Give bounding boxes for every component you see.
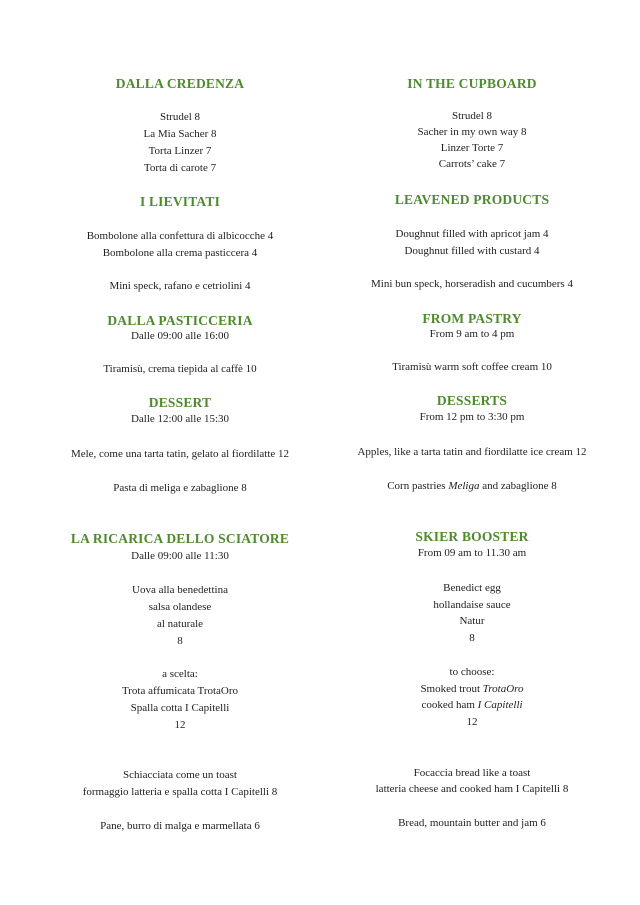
section-hours: Dalle 12:00 alle 15:30 bbox=[130, 413, 230, 425]
menu-item: Pasta di meliga e zabaglione 8 bbox=[113, 482, 247, 494]
section-title-dalla-pasticceria: DALLA PASTICCERIA bbox=[107, 313, 253, 328]
menu-item: Carrots’ cake 7 bbox=[438, 158, 506, 170]
section-hours: Dalle 09:00 alle 16:00 bbox=[130, 330, 230, 342]
menu-item: Torta Linzer 7 bbox=[148, 145, 212, 157]
menu-item: Mele, come una tarta tatin, gelato al fiordilatte 12 bbox=[70, 448, 290, 460]
menu-item: Smoked trout TrotaOro bbox=[420, 683, 524, 695]
menu-item: Benedict egg bbox=[443, 582, 501, 594]
section-title-dessert: DESSERT bbox=[148, 395, 212, 410]
item-price: 8 bbox=[469, 632, 475, 644]
section-title-from-pastry: FROM PASTRY bbox=[422, 311, 522, 326]
menu-item: Bread, mountain butter and jam 6 bbox=[398, 817, 546, 829]
menu-item: Bombolone alla confettura di albicocche 4 bbox=[86, 230, 274, 242]
menu-item: Torta di carote 7 bbox=[143, 162, 217, 174]
menu-item: Bombolone alla crema pasticcera 4 bbox=[102, 247, 258, 259]
section-hours: Dalle 09:00 alle 11:30 bbox=[131, 550, 229, 562]
section-hours: From 12 pm to 3:30 pm bbox=[419, 411, 525, 423]
menu-item: La Mia Sacher 8 bbox=[143, 128, 217, 140]
menu-item: Strudel 8 bbox=[451, 110, 493, 122]
section-title-i-lievitati: I LIEVITATI bbox=[139, 194, 221, 209]
menu-item: a scelta: bbox=[162, 668, 198, 680]
menu-item: Uova alla benedettina bbox=[132, 584, 228, 596]
section-title-skier-booster: SKIER BOOSTER bbox=[415, 529, 529, 544]
menu-item: Tiramisù, crema tiepida al caffè 10 bbox=[103, 363, 257, 375]
menu-item: Pane, burro di malga e marmellata 6 bbox=[100, 820, 260, 832]
section-title-ricarica-sciatore: LA RICARICA DELLO SCIATORE bbox=[70, 531, 290, 546]
item-price: 8 bbox=[177, 635, 183, 647]
section-title-leavened-products: LEAVENED PRODUCTS bbox=[394, 192, 550, 207]
menu-item: Focaccia bread like a toast bbox=[413, 767, 531, 779]
section-title-dalla-credenza: DALLA CREDENZA bbox=[115, 76, 245, 91]
section-title-in-the-cupboard: IN THE CUPBOARD bbox=[407, 76, 537, 91]
menu-item: Doughnut filled with custard 4 bbox=[404, 245, 540, 257]
menu-item: Mini bun speck, horseradish and cucumbers 4 bbox=[371, 278, 573, 290]
menu-item: hollandaise sauce bbox=[433, 599, 511, 611]
menu-item: Schiacciata come un toast bbox=[123, 769, 237, 781]
item-price: 12 bbox=[174, 719, 186, 731]
item-price: 12 bbox=[466, 716, 478, 728]
menu-item: Spalla cotta I Capitelli bbox=[130, 702, 230, 714]
menu-item: al naturale bbox=[156, 618, 204, 630]
menu-item: Mini speck, rafano e cetriolini 4 bbox=[109, 280, 251, 292]
menu-item: formaggio latteria e spalla cotta I Capitelli 8 bbox=[82, 786, 278, 798]
menu-item: Natur bbox=[459, 615, 485, 627]
menu-item: Sacher in my own way 8 bbox=[417, 126, 527, 138]
menu-item: Apples, like a tarta tatin and fiordilatte ice cream 12 bbox=[357, 446, 587, 458]
menu-item: to choose: bbox=[449, 666, 495, 678]
menu-item: latteria cheese and cooked ham I Capitelli 8 bbox=[375, 783, 569, 795]
menu-item: salsa olandese bbox=[148, 601, 212, 613]
section-title-desserts: DESSERTS bbox=[436, 393, 508, 408]
section-hours: From 09 am to 11.30 am bbox=[417, 547, 527, 559]
menu-item: cooked ham I Capitelli bbox=[421, 699, 523, 711]
menu-item: Linzer Torte 7 bbox=[440, 142, 504, 154]
menu-item: Trota affumicata TrotaOro bbox=[121, 685, 239, 697]
section-hours: From 9 am to 4 pm bbox=[429, 328, 515, 340]
menu-item: Corn pastries Meliga and zabaglione 8 bbox=[387, 480, 557, 492]
menu-item: Tiramisù warm soft coffee cream 10 bbox=[392, 361, 552, 373]
menu-item: Doughnut filled with apricot jam 4 bbox=[395, 228, 549, 240]
menu-item: Strudel 8 bbox=[159, 111, 201, 123]
